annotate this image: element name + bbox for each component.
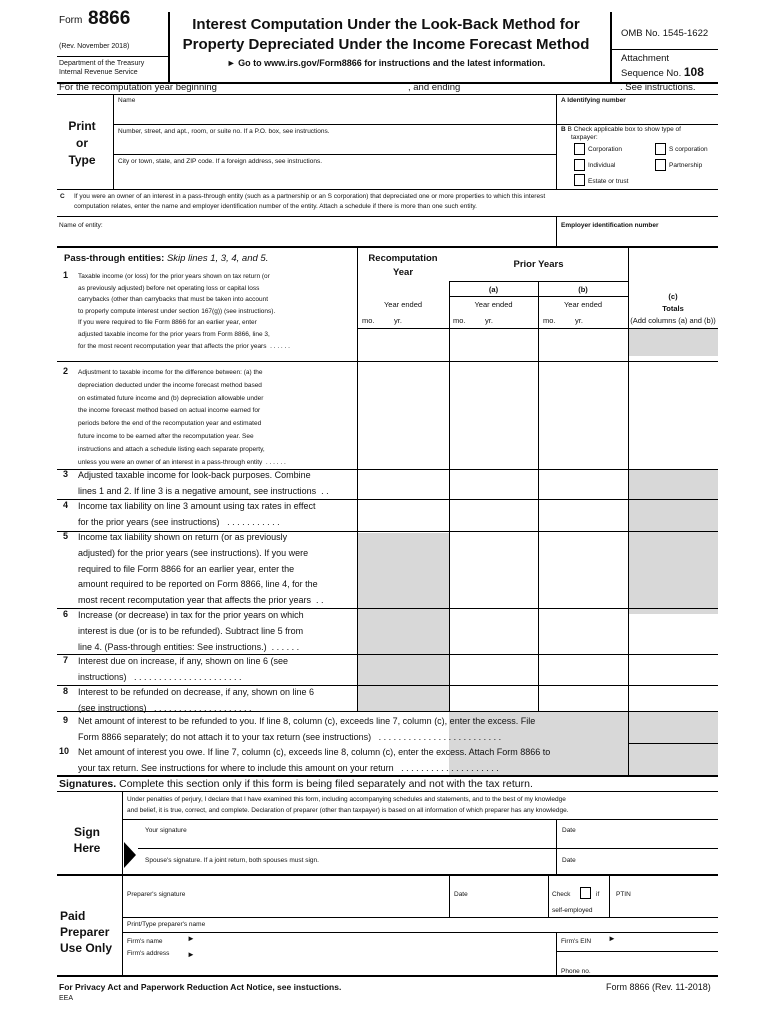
check-label: Check	[552, 891, 571, 898]
section-c-text: If you were an owner of an interest in a pass-through entity (such as a partnership or an S corporation) that depreciated one or more properties to which this interest computation relates, enter the name and employer identification number of the entity. Attach a schedule if there is more than one such entity.	[74, 193, 546, 210]
line-2-text: Adjustment to taxable income for the difference between: (a) the depreciation deducted under the income forecast method based on estimated future income and (b) depreciation allowable under the income forecast method based on actual income earned for periods before the end of the recomputation year and estimated future income to be earned after the recomputation year. See instructions and attach a schedule listing each separate property, unless you were an owner of an interest in a pass-through entity . . . . . .	[78, 369, 286, 466]
individual-checkbox[interactable]	[574, 159, 585, 171]
partnership-checkbox[interactable]	[655, 159, 666, 171]
partnership-label: Partnership	[669, 162, 703, 169]
add-columns-note: (Add columns (a) and (b))	[630, 316, 716, 325]
col-a-year-ended: Year ended	[474, 300, 513, 309]
firm-name-arrow-icon: ►	[187, 934, 195, 943]
ein-label: Employer identification number	[561, 222, 659, 229]
shaded-cell	[628, 469, 718, 614]
preparer-date-label: Date	[454, 891, 468, 898]
s-corporation-label: S corporation	[669, 146, 708, 153]
section-c-letter: C	[60, 193, 65, 200]
print-or-type: Print or Type	[68, 119, 96, 167]
eea-label: EEA	[59, 995, 74, 1002]
phone-label: Phone no.	[561, 968, 591, 975]
period-ending: , and ending	[408, 82, 461, 93]
s-corporation-checkbox[interactable]	[655, 143, 666, 155]
form-revision-footer: Form 8866 (Rev. 11-2018)	[606, 982, 711, 992]
form-title: Interest Computation Under the Look-Back Method for Property Depreciated Under the Income Forecast Method	[182, 16, 590, 53]
paid-preparer-label: Paid Preparer Use Only	[60, 909, 113, 955]
pass-through-heading: Pass-through entities: Skip lines 1, 3, 4, and 5.	[64, 253, 269, 264]
ptin-label: PTIN	[616, 891, 631, 898]
identifying-number-label: A Identifying number	[561, 97, 626, 104]
line-5-text: Income tax liability shown on return (or as previously adjusted) for the prior years (see instructions). If you were required to file Form 8866 for an earlier year, enter the amount required to be reported on Form 8866, line 4, for the most recent recomputation year that affects the prior years . .	[78, 532, 324, 606]
preparer-signature-label: Preparer's signature	[127, 891, 186, 898]
line-4-text: Income tax liability on line 3 amount using tax rates in effect for the prior years (see instructions) . . . . . . . . . . .	[78, 501, 316, 527]
firm-ein-label: Firm's EIN	[561, 938, 592, 945]
sequence-label: Sequence No. 108	[621, 65, 704, 79]
column-b-header: (b)	[578, 285, 588, 294]
preparer-name-label: Print/Type preparer's name	[127, 921, 206, 928]
shaded-cell	[628, 328, 718, 356]
firm-name-label: Firm's name	[127, 938, 163, 945]
col-b-mo: mo.	[543, 316, 556, 325]
revision-date: (Rev. November 2018)	[59, 43, 130, 50]
goto-instructions[interactable]: ► Go to www.irs.gov/Form8866 for instructions and the latest information.	[226, 58, 546, 68]
corporation-checkbox[interactable]	[574, 143, 585, 155]
estate-trust-label: Estate or trust	[588, 178, 629, 185]
prior-years-header: Prior Years	[513, 259, 564, 270]
your-signature-label: Your signature	[145, 827, 187, 834]
department: Department of the Treasury Internal Revenue Service	[59, 60, 145, 76]
firm-address-label: Firm's address	[127, 950, 170, 957]
col-b-yr: yr.	[575, 316, 583, 325]
if-label: if	[596, 891, 600, 898]
estate-trust-checkbox[interactable]	[574, 174, 585, 186]
omb-number: OMB No. 1545-1622	[621, 28, 709, 39]
firm-ein-arrow-icon: ►	[608, 934, 616, 943]
line-1-text: Taxable income (or loss) for the prior years shown on tax return (or as previously adjusted) before net operating loss or capital loss carrybacks (other than carrybacks that must be taken into account to properly compute interest under section 167(g)) (see instructions). If you were required to file Form 8866 for an earlier year, enter adjusted taxable income for the prior years from Form 8866, line 3, for the most recent recomputation year that affects the prior years . . . . . .	[78, 273, 290, 350]
recomp-yr: yr.	[394, 316, 402, 325]
privacy-notice: For Privacy Act and Paperwork Reduction Act Notice, see instuctions.	[59, 982, 342, 992]
self-employed-label: self-employed	[552, 907, 593, 914]
col-a-yr: yr.	[485, 316, 493, 325]
col-a-mo: mo.	[453, 316, 466, 325]
sign-here-label: Sign Here	[73, 825, 101, 855]
city-label: City or town, state, and ZIP code. If a foreign address, see instructions.	[118, 158, 323, 165]
form-label: Form	[59, 15, 83, 26]
totals-header: Totals	[662, 304, 684, 313]
street-label: Number, street, and apt., room, or suite no. If a P.O. box, see instructions.	[118, 128, 330, 135]
form-number: 8866	[88, 8, 131, 29]
name-label: Name	[118, 97, 136, 104]
penalty-statement: Under penalties of perjury, I declare that I have examined this form, including accompanying schedules and statements, and to the best of my knowledge and belief, it is true, correct, and complete. Declaration of preparer (other than taxpayer) is based on all information of which preparer has any knowledge.	[127, 796, 569, 814]
sign-arrow-icon	[124, 842, 136, 868]
taxpayer-type-label: B B Check applicable box to show type of taxpayer:	[561, 126, 681, 141]
signatures-heading: Signatures. Complete this section only if this form is being filed separately and not with the tax return.	[59, 778, 533, 790]
line-10-text: Net amount of interest you owe. If line 7, column (c), exceeds line 8, column (c), enter the excess. Attach Form 8866 to your tax return. See instructions for where to include this amount on your return . . . . . . . . . . . . . . . . . . . .	[78, 747, 551, 773]
line-9-text: Net amount of interest to be refunded to you. If line 8, column (c), exceeds line 7, column (c), enter the excess. File Form 8866 separately; do not attach it to your tax return (see instructions) . . . . . . . . . . . . . . . . . . . . . . . . .	[78, 716, 536, 742]
spouse-date-label: Date	[562, 857, 576, 864]
individual-label: Individual	[588, 162, 616, 169]
column-a-header: (a)	[488, 285, 499, 294]
firm-address-arrow-icon: ►	[187, 950, 195, 959]
col-b-year-ended: Year ended	[563, 300, 603, 309]
self-employed-checkbox[interactable]	[580, 887, 591, 899]
entity-name-label: Name of entity:	[59, 222, 103, 229]
line-8-text: Interest to be refunded on decrease, if any, shown on line 6 (see instructions) . . . . . . . . . . . . . . . . . . . .	[78, 687, 314, 713]
line-6-text: Increase (or decrease) in tax for the prior years on which interest is due (or is to be refunded). Subtract line 5 from line 4. (Pass-through entities: See instructions.) . . . . . .	[78, 610, 304, 652]
recomp-year-ended: Year ended	[383, 300, 423, 309]
recomp-mo: mo.	[362, 316, 375, 325]
line-3-text: Adjusted taxable income for look-back purposes. Combine lines 1 and 2. If line 3 is a negative amount, see instructions . .	[78, 470, 329, 496]
line-7-text: Interest due on increase, if any, shown on line 6 (see instructions) . . . . . . . . . . . . . . . . . . . . . .	[78, 656, 288, 682]
corporation-label: Corporation	[588, 146, 622, 153]
attachment-label: Attachment	[621, 53, 670, 64]
spouse-signature-label: Spouse's signature. If a joint return, both spouses must sign.	[145, 857, 319, 864]
date-label: Date	[562, 827, 576, 834]
recomputation-year-header: Recomputation Year	[368, 253, 438, 278]
column-c-header: (c)	[668, 292, 678, 301]
period-see: . See instructions.	[620, 82, 696, 93]
period-beginning: For the recomputation year beginning	[59, 82, 217, 93]
